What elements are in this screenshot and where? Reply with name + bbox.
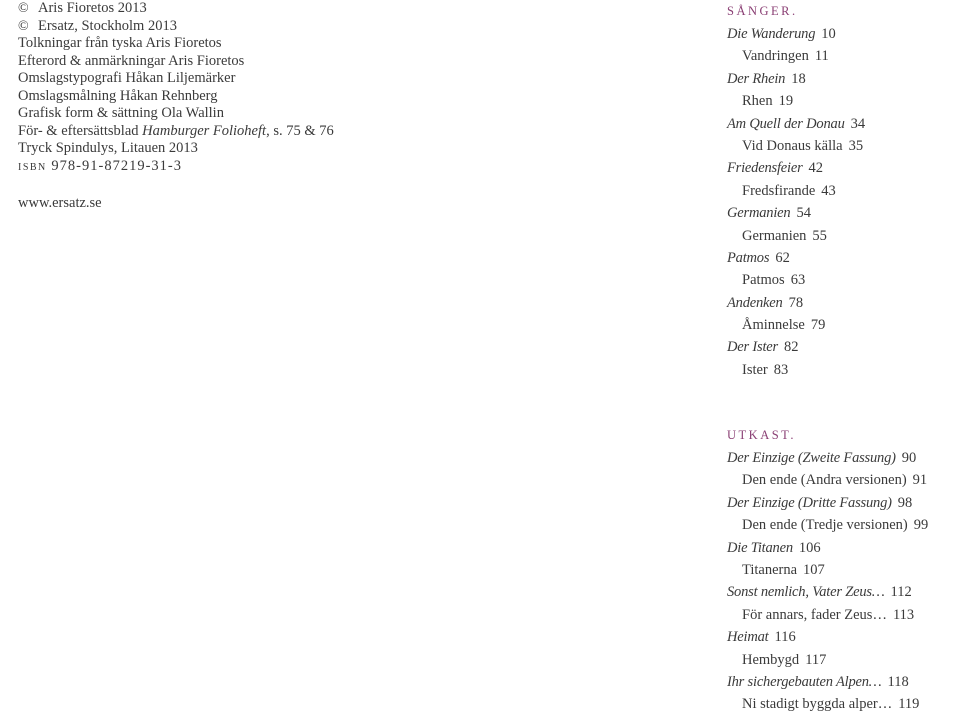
toc-entry-title: Den ende (Tredje versionen) xyxy=(742,517,908,534)
toc-entry[interactable] xyxy=(727,135,959,157)
toc-entry-page: 83 xyxy=(773,361,789,378)
toc-entry-page: 112 xyxy=(890,584,912,601)
toc-entry-page: 11 xyxy=(814,48,829,65)
toc-entry[interactable] xyxy=(727,559,959,581)
toc-entry[interactable] xyxy=(727,604,959,626)
cover-typography-credit: Omslagstypografi Håkan Liljemärker xyxy=(18,70,236,86)
toc-entry-page: 82 xyxy=(783,339,799,356)
copyright-icon: © xyxy=(18,18,29,34)
section-heading-utkast: UTKAST. xyxy=(727,428,797,442)
toc-entry[interactable] xyxy=(727,90,959,112)
toc-entry-title: Titanerna xyxy=(742,561,798,578)
toc-entry-title: Patmos xyxy=(742,272,785,289)
toc-entry[interactable] xyxy=(727,581,959,603)
copyright-icon: © xyxy=(18,1,29,16)
toc-section-sanger xyxy=(727,3,959,381)
colophon xyxy=(18,0,348,213)
toc-entry[interactable] xyxy=(727,336,959,358)
toc-entry[interactable] xyxy=(727,113,959,135)
toc-entry-title: Germanien xyxy=(727,205,791,222)
toc-entries-utkast xyxy=(727,447,959,716)
toc-entry[interactable] xyxy=(727,447,959,469)
toc-entry-page: 34 xyxy=(850,115,866,132)
toc-entry-title: Die Wanderung xyxy=(727,26,816,42)
toc-entry-page: 91 xyxy=(912,472,928,489)
toc-entry-title: Patmos xyxy=(727,249,770,266)
website-link[interactable]: www.ersatz.se xyxy=(18,195,102,211)
toc-entry-title: Der Rhein xyxy=(727,70,786,87)
toc-entry-title: Andenken xyxy=(727,294,783,311)
toc-entry-page: 43 xyxy=(821,182,836,199)
toc-entry[interactable] xyxy=(727,68,959,90)
toc-entry[interactable] xyxy=(727,469,959,491)
toc-entry-page: 62 xyxy=(775,249,790,266)
toc-entry[interactable] xyxy=(727,157,959,179)
toc-entry-page: 63 xyxy=(790,272,806,289)
toc-entry-page: 54 xyxy=(796,205,811,222)
copyright-author: © Aris Fioretos 2013 xyxy=(18,0,147,16)
toc-entry-title: Ihr sichergebauten Alpen… xyxy=(727,673,882,690)
toc-entry-page: 10 xyxy=(821,26,836,42)
toc-entry-title: Ister xyxy=(742,361,768,378)
toc-entry-page: 113 xyxy=(892,606,915,623)
toc-entry-page: 90 xyxy=(901,450,917,466)
afterword-credit: Efterord & anmärkningar Aris Fioretos xyxy=(18,52,245,69)
toc-entry[interactable] xyxy=(727,180,959,202)
toc-entry-page: 99 xyxy=(913,517,929,534)
toc-entry-title: Die Titanen xyxy=(727,539,793,556)
toc-entry-title: Friedensfeier xyxy=(727,160,803,177)
toc-entry[interactable] xyxy=(727,23,959,45)
toc-entry-page: 116 xyxy=(774,629,796,646)
toc-entry[interactable] xyxy=(727,247,959,269)
toc-entry-title: Heimat xyxy=(727,629,769,646)
toc-entry-title: Fredsfirande xyxy=(742,182,816,199)
toc-entry-title: Der Einzige (Dritte Fassung) xyxy=(727,494,892,511)
toc-entry-page: 42 xyxy=(808,160,824,177)
toc-entry-page: 106 xyxy=(798,539,821,556)
toc-entry[interactable] xyxy=(727,269,959,291)
toc-entry[interactable] xyxy=(727,626,959,648)
toc-entry-page: 79 xyxy=(810,317,826,334)
toc-entry[interactable] xyxy=(727,292,959,314)
toc-entry-page: 55 xyxy=(812,227,827,244)
toc-entry-page: 118 xyxy=(887,673,909,690)
toc-entry-title: För annars, fader Zeus… xyxy=(742,606,887,623)
toc-entry-title: Der Ister xyxy=(727,339,778,356)
design-credit: Grafisk form & sättning Ola Wallin xyxy=(18,105,224,121)
toc-entry[interactable] xyxy=(727,514,959,536)
toc-section-utkast xyxy=(727,427,959,716)
toc-entry-page: 78 xyxy=(788,294,804,311)
toc-entry-title: Rhen xyxy=(742,93,773,110)
toc-entry-page: 119 xyxy=(898,696,920,713)
toc-entry[interactable] xyxy=(727,359,959,381)
print-credit: Tryck Spindulys, Litauen 2013 xyxy=(18,140,198,156)
toc-entry-title: Den ende (Andra versionen) xyxy=(742,472,907,489)
translation-credit: Tolkningar från tyska Aris Fioretos xyxy=(18,35,222,51)
toc-entry[interactable] xyxy=(727,202,959,224)
toc-entry-title: Am Quell der Donau xyxy=(727,115,845,132)
toc-entries-sanger xyxy=(727,23,959,381)
toc-entry[interactable] xyxy=(727,314,959,336)
toc-entry-title: Der Einzige (Zweite Fassung) xyxy=(727,450,896,466)
toc-entry[interactable] xyxy=(727,45,959,67)
copyright-publisher: © Ersatz, Stockholm 2013 xyxy=(18,17,177,34)
toc-entry[interactable] xyxy=(727,537,959,559)
toc-entry-title: Åminnelse xyxy=(742,317,805,334)
toc-entry-title: Hembygd xyxy=(742,651,800,668)
toc-entry-title: Vid Donaus källa xyxy=(742,137,843,154)
toc-entry-title: Germanien xyxy=(742,227,807,244)
toc-entry[interactable] xyxy=(727,649,959,671)
cover-painting-credit: Omslagsmålning Håkan Rehnberg xyxy=(18,87,218,104)
toc-entry-title: Ni stadigt byggda alper… xyxy=(742,696,893,713)
toc-entry-title: Sonst nemlich, Vater Zeus… xyxy=(727,584,885,601)
toc-entry-title: Vandringen xyxy=(742,48,809,65)
toc-entry[interactable] xyxy=(727,671,959,693)
toc-entry-page: 35 xyxy=(848,137,864,154)
toc-entry-page: 117 xyxy=(805,651,827,668)
toc-entry-page: 18 xyxy=(791,70,806,87)
toc-entry-page: 19 xyxy=(778,93,794,110)
section-heading-sanger: SÅNGER. xyxy=(727,4,798,18)
toc-entry-page: 98 xyxy=(897,494,913,511)
isbn: isbn 978-91-87219-31-3 xyxy=(18,157,182,174)
toc-entry[interactable] xyxy=(727,225,959,247)
toc-entry[interactable] xyxy=(727,492,959,514)
toc-entry-page: 107 xyxy=(803,561,825,578)
endpapers-credit: För- & eftersättsblad Hamburger Folioheft, s. 75 & 76 xyxy=(18,122,334,139)
toc-entry[interactable] xyxy=(727,693,959,715)
